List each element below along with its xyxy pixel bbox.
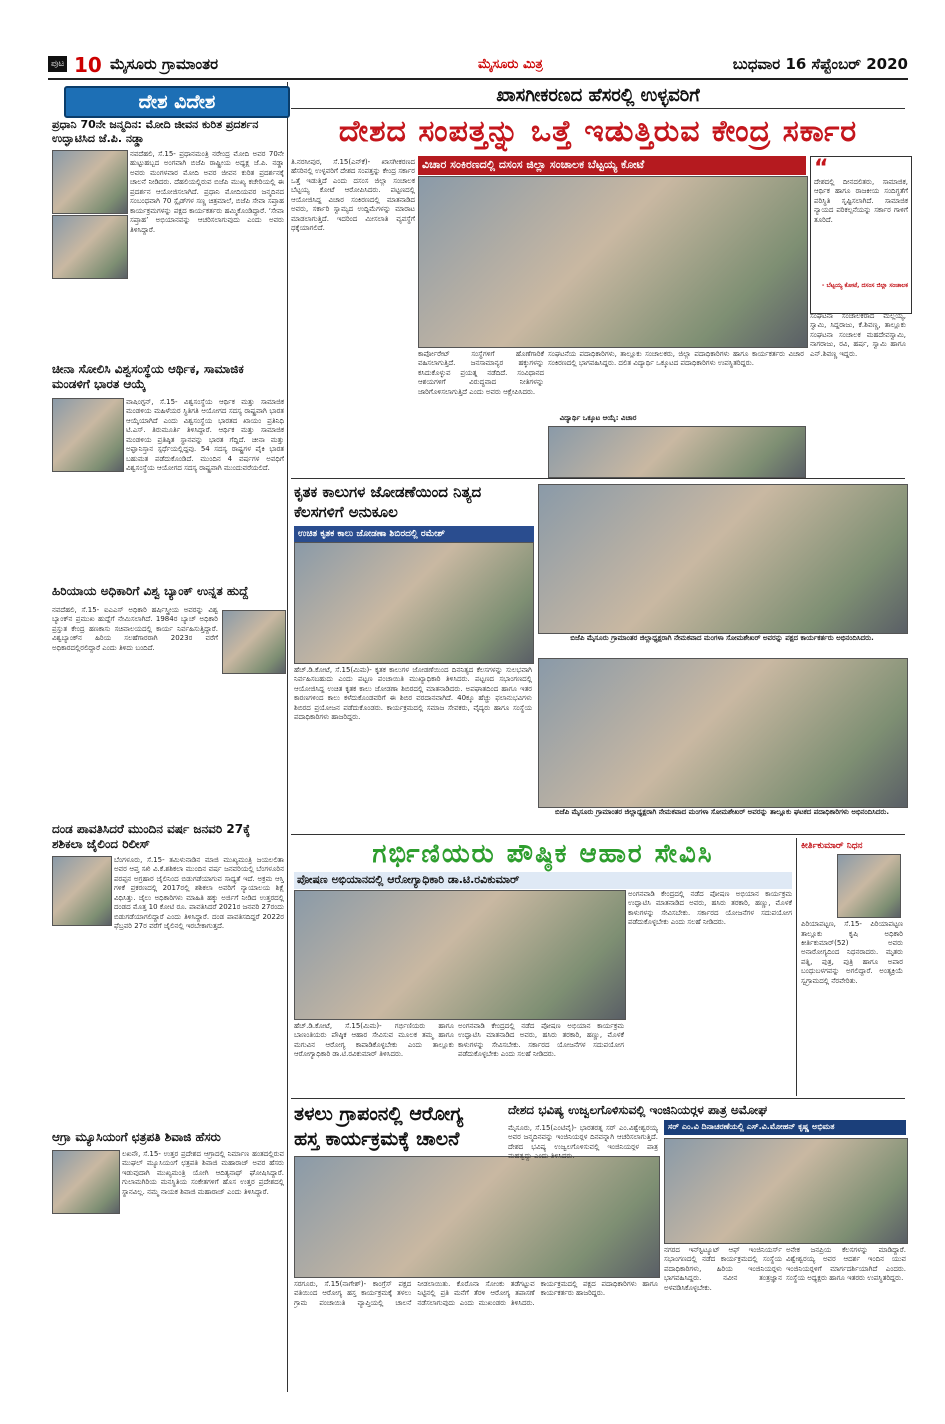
main-headline: ದೇಶದ ಸಂಪತ್ತನ್ನು ಒತ್ತೆ ಇಡುತ್ತಿರುವ ಕೇಂದ್ರ ಸರ್ಕಾರ [338,114,858,149]
story-body: ಮೈಸೂರು, ಸೆ.15(ಎಂಟಿವೈ)- ಭಾರತರತ್ನ ಸರ್ ಎಂ.ವಿಶ್ವೇಶ್ವರಯ್ಯ ಅವರ ಜನ್ಮದಿನವನ್ನು ಇಂಜಿನಿಯರ್‍ಗಳ ದಿನವನ್ನಾಗಿ ಆಚರಿಸಲಾಗುತ್ತಿದೆ. ದೇಶದ ಭವಿಷ್ಯ ಉಜ್ವಲಗೊಳಿಸುವಲ್ಲಿ ಇಂಜಿನಿಯರ್‍ಗಳ ಪಾತ್ರ ಮಹತ್ವದ್ದು ಎಂದು ತಿಳಿಸಿದರು. [508,1124,658,1161]
quote-text: ದೇಶದಲ್ಲಿ ದೀನದಲಿತರು, ಸಾಮಾಜಿಕ, ಆರ್ಥಿಕ ಹಾಗೂ ರಾಜಕೀಯ ಸಂದಿಗ್ಧತೆಗೆ ಪರಿಸ್ಥಿತಿ ಸೃಷ್ಟಿಸಲಾಗಿದೆ. ಸಾಮಾಜಿಕ ನ್ಯಾಯದ ಪರಿಕಲ್ಪನೆಯನ್ನು ಸರ್ಕಾರ ಗಾಳಿಗೆ ತೂರಿದೆ. [814,178,908,224]
news-photo [52,150,128,214]
story-body: ಅಂಗನವಾಡಿ ಕೇಂದ್ರದಲ್ಲಿ ನಡೆದ ಪೋಷಣ ಅಭಿಯಾನ ಕಾರ್ಯಕ್ರಮ ಉದ್ಘಾಟಿಸಿ ಮಾತನಾಡಿದ ಅವರು, ಹಸಿರು ತರಕಾರಿ, ಹಣ್ಣು, ಮೊಳಕೆ ಕಾಳುಗಳನ್ನು ಸೇವಿಸಬೇಕು. ಸರ್ಕಾರದ ಯೋಜನೆಗಳ ಸದುಪಯೋಗ ಪಡೆದುಕೊಳ್ಳಬೇಕು ಎಂದು ಸಲಹೆ ನೀಡಿದರು. [628,890,792,927]
story-body: ಕಾರ್ಪೋರೇಟ್ ಸಂಸ್ಥೆಗಳಿಗೆ ಹೊಣೆಗಾರಿಕೆ ವಹಿಸಲಾಗುತ್ತಿದೆ. ಜನಸಾಮಾನ್ಯರ ಹಕ್ಕುಗಳನ್ನು ಕಸಿದುಕೊಳ್ಳುವ ಪ್ರಯತ್ನ ನಡೆದಿದೆ. ಸಂವಿಧಾನದ ಆಶಯಗಳಿಗೆ ವಿರುದ್ಧವಾದ ನೀತಿಗಳನ್ನು ಜಾರಿಗೊಳಿಸಲಾಗುತ್ತಿದೆ ಎಂದು ಅವರು ಆಕ್ಷೇಪಿಸಿದರು. [418,350,544,396]
story-body: ಲಖನೌ, ಸೆ.15- ಉತ್ತರ ಪ್ರದೇಶದ ಆಗ್ರಾದಲ್ಲಿ ನಿರ್ಮಾಣ ಹಂತದಲ್ಲಿರುವ ಮುಘಲ್ ಮ್ಯೂಸಿಯಂಗೆ ಛತ್ರಪತಿ ಶಿವಾಜಿ ಮಹಾರಾಜ್ ಅವರ ಹೆಸರು ಇಡುವುದಾಗಿ ಮುಖ್ಯಮಂತ್ರಿ ಯೋಗಿ ಆದಿತ್ಯನಾಥ್ ಘೋಷಿಸಿದ್ದಾರೆ. ಗುಲಾಮಗಿರಿಯ ಮನಸ್ಥಿತಿಯ ಸಂಕೇತಗಳಿಗೆ ಹೊಸ ಉತ್ತರ ಪ್ರದೇಶದಲ್ಲಿ ಸ್ಥಾನವಿಲ್ಲ. ನಮ್ಮ ನಾಯಕ ಶಿವಾಜಿ ಮಹಾರಾಜ್ ಎಂದು ತಿಳಿಸಿದ್ದಾರೆ. [122,1150,284,1196]
news-photo [52,215,128,279]
issue-date: ಬುಧವಾರ 16 ಸೆಪ್ಟೆಂಬರ್ 2020 [732,55,908,73]
story-headline: ಗರ್ಭಿಣಿಯರು ಪೌಷ್ಠಿಕ ಆಹಾರ ಸೇವಿಸಿ [372,839,714,869]
newspaper-logo: ಮೈಸೂರು ಮಿತ್ರ [478,57,543,72]
desha-videsha-banner: ದೇಶ ವಿದೇಶ [64,86,290,118]
quote-box [810,156,912,314]
story-subhead: ಪೋಷಣ ಅಭಿಯಾನದಲ್ಲಿ ಆರೋಗ್ಯಾಧಿಕಾರಿ ಡಾ.ಟಿ.ರವಿಕುಮಾರ್ [294,872,792,889]
main-photo [418,176,808,348]
story-headline: ಕೃತಕ ಕಾಲುಗಳ ಜೋಡಣೆಯಿಂದ ನಿತ್ಯದ ಕೆಲಸಗಳಿಗೆ ಅನುಕೂಲ [294,483,482,521]
story-headline: ಚೀನಾ ಸೋಲಿಸಿ ವಿಶ್ವಸಂಸ್ಥೆಯ ಆರ್ಥಿಕ, ಸಾಮಾಜಿಕ ಮಂಡಳಿಗೆ ಭಾರತ ಆಯ್ಕೆ [52,362,244,391]
story-headline: ದೇಶದ ಭವಿಷ್ಯ ಉಜ್ವಲಗೊಳಿಸುವಲ್ಲಿ ಇಂಜಿನಿಯರ್‍ಗಳ ಪಾತ್ರ ಅಮೋಘ [508,1103,768,1117]
story-headline: ತಳಲು ಗ್ರಾಪಂನಲ್ಲಿ ಆರೋಗ್ಯ ಹಸ್ತ ಕಾರ್ಯಕ್ರಮಕ್ಕೆ ಚಾಲನೆ [294,1103,464,1150]
news-photo [548,426,806,478]
story-body: ತಿ.ನರಸೀಪುರ, ಸೆ.15(ಎನ್‍ಕೆ)- ಖಾಸಗೀಕರಣದ ಹೆಸರಿನಲ್ಲಿ ಉಳ್ಳವರಿಗೆ ದೇಶದ ಸಂಪತ್ತನ್ನು ಕೇಂದ್ರ ಸರ್ಕಾರ ಒತ್ತೆ ಇಡುತ್ತಿದೆ ಎಂದು ದಸಂಸ ಜಿಲ್ಲಾ ಸಂಚಾಲಕ ಬೆಟ್ಟಯ್ಯ ಕೋಟೆ ಆರೋಪಿಸಿದರು. ಪಟ್ಟಣದಲ್ಲಿ ಆಯೋಜಿಸಿದ್ದ ವಿಚಾರ ಸಂಕಿರಣದಲ್ಲಿ ಮಾತನಾಡಿದ ಅವರು, ಸರ್ಕಾರಿ ಸ್ವಾಮ್ಯದ ಉದ್ದಿಮೆಗಳನ್ನು ಮಾರಾಟ ಮಾಡಲಾಗುತ್ತಿದೆ. ಇದರಿಂದ ಮೀಸಲಾತಿ ವ್ಯವಸ್ಥೆಗೆ ಧಕ್ಕೆಯಾಗಲಿದೆ. [291,158,415,233]
story-headline: ದಂಡ ಪಾವತಿಸಿದರೆ ಮುಂದಿನ ವರ್ಷ ಜನವರಿ 27ಕ್ಕೆ ಶಶಿಕಲಾ ಜೈಲಿಂದ ರಿಲೀಸ್ [52,822,251,851]
story-headline: ಆಗ್ರಾ ಮ್ಯೂಸಿಯಂಗೆ ಛತ್ರಪತಿ ಶಿವಾಜಿ ಹೆಸರು [52,1130,221,1144]
story-subhead: ಉಚಿತ ಕೃತಕ ಕಾಲು ಜೋಡಣಾ ಶಿಬಿರದಲ್ಲಿ ರಮೇಶ್ [294,526,534,542]
news-photo [294,542,534,664]
section-title: ಮೈಸೂರು ಗ್ರಾಮಾಂತರ [110,55,219,73]
section-divider [291,1098,905,1099]
obituary-body: ಪಿರಿಯಾಪಟ್ಟಣ, ಸೆ.15- ಪಿರಿಯಾಪಟ್ಟಣ ತಾಲ್ಲೂಕು ಕೃಷಿ ಅಧಿಕಾರಿ ಕೀರ್ತಿಕುಮಾರ್(52) ಅವರು ಅನಾರೋಗ್ಯದಿಂದ ನಿಧನರಾದರು. ಮೃತರು ಪತ್ನಿ, ಪುತ್ರ, ಪುತ್ರಿ ಹಾಗೂ ಅಪಾರ ಬಂಧುಬಳಗವನ್ನು ಅಗಲಿದ್ದಾರೆ. ಅಂತ್ಯಕ್ರಿಯೆ ಸ್ವಗ್ರಾಮದಲ್ಲಿ ನೆರವೇರಿತು. [801,920,903,985]
masthead [48,52,908,80]
story-headline: ಪ್ರಧಾನಿ 70ನೇ ಜನ್ಮದಿನ: ಮೋದಿ ಜೀವನ ಕುರಿತ ಪ್ರದರ್ಶನ ಉದ್ಘಾಟಿಸಿದ ಜೆ.ಪಿ. ನಡ್ಡಾ [52,118,259,145]
news-photo [52,856,112,926]
page-label: ಪುಟ [48,56,67,72]
quote-author: - ಬೆಟ್ಟಯ್ಯ ಕೋಟೆ, ದಸಂಸ ಜಿಲ್ಲಾ ಸಂಚಾಲಕ [821,282,908,289]
story-body: ಅಂಗನವಾಡಿ ಕೇಂದ್ರದಲ್ಲಿ ನಡೆದ ಪೋಷಣ ಅಭಿಯಾನ ಕಾರ್ಯಕ್ರಮ ಉದ್ಘಾಟಿಸಿ ಮಾತನಾಡಿದ ಅವರು, ಹಸಿರು ತರಕಾರಿ, ಹಣ್ಣು, ಮೊಳಕೆ ಕಾಳುಗಳನ್ನು ಸೇವಿಸಬೇಕು. ಸರ್ಕಾರದ ಯೋಜನೆಗಳ ಸದುಪಯೋಗ ಪಡೆದುಕೊಳ್ಳಬೇಕು ಎಂದು ಸಲಹೆ ನೀಡಿದರು. [458,1022,624,1059]
news-photo [538,484,908,634]
small-caption: ವಿದ್ಯಾರ್ಥಿ ಒಕ್ಕೂಟ ಆಯ್ಕೆ: ವಿಚಾರ [559,414,637,422]
news-photo [52,1150,120,1214]
story-body: ನವದೆಹಲಿ, ಸೆ.15- ಪ್ರಧಾನಮಂತ್ರಿ ನರೇಂದ್ರ ಮೋದಿ ಅವರ 70ನೇ ಹುಟ್ಟುಹಬ್ಬದ ಅಂಗವಾಗಿ ಬಿಜೆಪಿ ರಾಷ್ಟ್ರೀಯ ಅಧ್ಯಕ್ಷ ಜೆ.ಪಿ. ನಡ್ಡಾ ಅವರು ಮಂಗಳವಾರ ಮೋದಿ ಅವರ ಜೀವನ ಕುರಿತ ಪ್ರದರ್ಶನಕ್ಕೆ ಚಾಲನೆ ನೀಡಿದರು. ದೆಹಲಿಯಲ್ಲಿರುವ ಬಿಜೆಪಿ ಮುಖ್ಯ ಕಚೇರಿಯಲ್ಲಿ ಈ ಪ್ರದರ್ಶನ ಆಯೋಜಿಸಲಾಗಿದೆ. ಪ್ರಧಾನಿ ಮೋದಿಯವರ ಜನ್ಮದಿನದ ಸಂಬಂಧವಾಗಿ 70 ಸ್ಲೈಡ್‍ಗಳ ಸಣ್ಣ ಚಿತ್ರಮಾಲೆ, ಬಿಜೆಪಿ ಸೇವಾ ಸಪ್ತಾಹ ಕಾರ್ಯಕ್ರಮಗಳನ್ನು ಪಕ್ಷದ ಕಾರ್ಯಕರ್ತರು ಹಮ್ಮಿಕೊಂಡಿದ್ದಾರೆ. ‘ಸೇವಾ ಸಪ್ತಾಹ’ ಅಭಿಯಾನವನ್ನು ಆಚರಿಸಲಾಗುವುದು ಎಂದು ಅವರು ತಿಳಿಸಿದ್ದಾರೆ. [130,150,284,234]
section-divider [291,834,905,835]
story-body: ಸರಗೂರು, ಸೆ.15(ನಾಗೇಶ್)- ಕಾಂಗ್ರೆಸ್ ಪಕ್ಷದ ವತಿಯಿಂದ ಆರೋಗ್ಯ ಹಸ್ತ ಕಾರ್ಯಕ್ರಮಕ್ಕೆ ತಳಲು ಗ್ರಾಮ ಪಂಚಾಯಿತಿ ವ್ಯಾಪ್ತಿಯಲ್ಲಿ ಚಾಲನೆ ನೀಡಲಾಯಿತು. ಕೊರೊನಾ ಸೋಂಕು ತಡೆಗಟ್ಟುವ ನಿಟ್ಟಿನಲ್ಲಿ ಪ್ರತಿ ಮನೆಗೆ ತೆರಳಿ ಆರೋಗ್ಯ ತಪಾಸಣೆ ನಡೆಸಲಾಗುವುದು ಎಂದು ಮುಖಂಡರು ತಿಳಿಸಿದರು. ಕಾರ್ಯಕ್ರಮದಲ್ಲಿ ಪಕ್ಷದ ಪದಾಧಿಕಾರಿಗಳು ಹಾಗೂ ಕಾರ್ಯಕರ್ತರು ಹಾಜರಿದ್ದರು. [294,1280,658,1307]
obituary-headline: ಕೀರ್ತಿಕುಮಾರ್ ನಿಧನ [801,841,863,851]
section-divider [291,478,905,479]
story-body: ಅನೇಕ ಜನಪ್ರಿಯ ಕೆಲಸಗಳನ್ನು ಮಾಡಿದ್ದಾರೆ. ವಿಶ್ವೇಶ್ವರಯ್ಯ ಅವರ ಆದರ್ಶ ಇಂದಿನ ಯುವ ಇಂಜಿನಿಯರ್‍ಗಳಿಗೆ ಮಾರ್ಗದರ್ಶಿಯಾಗಿದೆ ಎಂದರು. ಸಂಸ್ಥೆಯ ಅಧ್ಯಕ್ಷರು ಹಾಗೂ ಇತರರು ಉಪಸ್ಥಿತರಿದ್ದರು. [786,1246,906,1283]
news-photo [664,1138,908,1244]
photo-caption: ಬಿಜೆಪಿ ಮೈಸೂರು ಗ್ರಾಮಾಂತರ ಜಿಲ್ಲಾಧ್ಯಕ್ಷರಾಗಿ ನೇಮಕವಾದ ಮಂಗಳಾ ಸೋಮಶೇಖರ್ ಅವರನ್ನು ತಾಲ್ಲೂಕು ಘಟಕದ ಪದಾಧಿಕಾರಿಗಳು ಅಭಿನಂದಿಸಿದರು. [555,808,889,816]
column-divider [287,82,288,1392]
story-headline: ಹಿರಿಯಾಯ ಅಧಿಕಾರಿಗೆ ವಿಶ್ವ ಬ್ಯಾಂಕ್ ಉನ್ನತ ಹುದ್ದೆ [52,584,249,598]
story-body: ನವದೆಹಲಿ, ಸೆ.15- ಐಎಎಸ್ ಅಧಿಕಾರಿ ಹರ್ಷಿಸ್ತ್ರೀಯ ಅವರನ್ನು ವಿಶ್ವ ಬ್ಯಾಂಕ್‍ನ ಪ್ರಮುಖ ಹುದ್ದೆಗೆ ನೇಮಿಸಲಾಗಿದೆ. 1984ರ ಬ್ಯಾಚ್ ಅಧಿಕಾರಿ ಪ್ರಸ್ತುತ ಕೇಂದ್ರ ಹಣಕಾಸು ಸಚಿವಾಲಯದಲ್ಲಿ ಕಾರ್ಯ ನಿರ್ವಹಿಸುತ್ತಿದ್ದಾರೆ. ವಿಶ್ವಬ್ಯಾಂಕ್‍ನ ಹಿರಿಯ ಸಲಹೆಗಾರರಾಗಿ 2023ರ ವರೆಗೆ ಅಧಿಕಾರದಲ್ಲಿರಲಿದ್ದಾರೆ ಎಂದು ತಿಳಿದು ಬಂದಿದೆ. [52,606,218,652]
news-photo [294,890,626,1020]
news-photo [222,610,286,674]
obituary-box [796,838,907,1096]
page-number: 10 [74,53,102,77]
photo-caption: ವಿಚಾರ ಸಂಕಿರಣದಲ್ಲಿ ದಸಂಸ ಜಿಲ್ಲಾ ಸಂಚಾಲಕ ಬೆಟ್ಟಯ್ಯ ಕೋಟೆ [418,156,806,175]
story-subhead: ಸರ್ ಎಂ.ವಿ ದಿನಾಚರಣೆಯಲ್ಲಿ ಎಸ್.ವಿ.ಮೋಹನ್ ಕೃಷ್ಣ ಅಭಿಮತ [664,1120,906,1135]
news-photo [52,398,124,472]
photo-caption: ಬಿಜೆಪಿ ಮೈಸೂರು ಗ್ರಾಮಾಂತರ ಜಿಲ್ಲಾಧ್ಯಕ್ಷರಾಗಿ ನೇಮಕವಾದ ಮಂಗಳಾ ಸೋಮಶೇಖರ್ ಅವರನ್ನು ಪಕ್ಷದ ಕಾರ್ಯಕರ್ತರು ಅಭಿನಂದಿಸಿದರು. [570,634,874,642]
story-body: ಸಂಘಟನೆಯ ಪದಾಧಿಕಾರಿಗಳು, ತಾಲ್ಲೂಕು ಸಂಚಾಲಕರು, ಜಿಲ್ಲಾ ಪದಾಧಿಕಾರಿಗಳು ಹಾಗೂ ಕಾರ್ಯಕರ್ತರು ವಿಚಾರ ಸಂಕಿರಣದಲ್ಲಿ ಭಾಗವಹಿಸಿದ್ದರು. ದಲಿತ ವಿದ್ಯಾರ್ಥಿ ಒಕ್ಕೂಟದ ಪದಾಧಿಕಾರಿಗಳು ಉಪಸ್ಥಿತರಿದ್ದರು. [548,350,804,368]
news-photo [538,658,908,808]
headline-kicker: ಖಾಸಗೀಕರಣದ ಹೆಸರಲ್ಲಿ ಉಳ್ಳವರಿಗೆ [291,84,905,109]
story-body: ಹೆಚ್.ಡಿ.ಕೋಟೆ, ಸೆ.15(ಮಿಮ)- ಕೃತಕ ಕಾಲುಗಳ ಜೋಡಣೆಯಿಂದ ದಿನನಿತ್ಯದ ಕೆಲಸಗಳನ್ನು ಸುಲಭವಾಗಿ ನಿರ್ವಹಿಸಬಹುದು ಎಂದು ಪಟ್ಟಣ ಪಂಚಾಯಿತಿ ಮುಖ್ಯಾಧಿಕಾರಿ ತಿಳಿಸಿದರು. ಪಟ್ಟಣದ ಸಭಾಂಗಣದಲ್ಲಿ ಆಯೋಜಿಸಿದ್ದ ಉಚಿತ ಕೃತಕ ಕಾಲು ಜೋಡಣಾ ಶಿಬಿರದಲ್ಲಿ ಮಾತನಾಡಿದರು. ಅಪಘಾತದಿಂದ ಹಾಗೂ ಇತರ ಕಾರಣಗಳಿಂದ ಕಾಲು ಕಳೆದುಕೊಂಡವರಿಗೆ ಈ ಶಿಬಿರ ವರದಾನವಾಗಿದೆ. 40ಕ್ಕೂ ಹೆಚ್ಚು ಫಲಾನುಭವಿಗಳು ಶಿಬಿರದ ಪ್ರಯೋಜನ ಪಡೆದುಕೊಂಡರು. ಕಾರ್ಯಕ್ರಮದಲ್ಲಿ ಸಮಾಜ ಸೇವಕರು, ವೈದ್ಯರು ಹಾಗೂ ಸಂಸ್ಥೆಯ ಪದಾಧಿಕಾರಿಗಳು ಹಾಜರಿದ್ದರು. [294,666,532,722]
story-body: ಹೆಚ್.ಡಿ.ಕೋಟೆ, ಸೆ.15(ಮಿಮ)- ಗರ್ಭಿಣಿಯರು ಹಾಗೂ ಬಾಣಂತಿಯರು ಪೌಷ್ಠಿಕ ಆಹಾರ ಸೇವಿಸುವ ಮೂಲಕ ತಮ್ಮ ಹಾಗೂ ಮಗುವಿನ ಆರೋಗ್ಯ ಕಾಪಾಡಿಕೊಳ್ಳಬೇಕು ಎಂದು ತಾಲ್ಲೂಕು ಆರೋಗ್ಯಾಧಿಕಾರಿ ಡಾ.ಟಿ.ರವಿಕುಮಾರ್ ತಿಳಿಸಿದರು. [294,1022,454,1059]
quote-icon: “ [814,156,829,181]
story-body: ನಗರದ ಇನ್‍ಸ್ಟಿಟ್ಯೂಟ್ ಆಫ್ ಇಂಜಿನಿಯರ್ಸ್ ಸಭಾಂಗಣದಲ್ಲಿ ನಡೆದ ಕಾರ್ಯಕ್ರಮದಲ್ಲಿ ಸಂಸ್ಥೆಯ ಪದಾಧಿಕಾರಿಗಳು, ಹಿರಿಯ ಇಂಜಿನಿಯರ್‍ಗಳು ಭಾಗವಹಿಸಿದ್ದರು. ನವೀನ ತಂತ್ರಜ್ಞಾನ ಅಳವಡಿಸಿಕೊಳ್ಳಬೇಕು. [664,1246,782,1292]
obituary-photo [837,854,901,918]
story-body: ವಾಷಿಂಗ್ಟನ್, ಸೆ.15- ವಿಶ್ವಸಂಸ್ಥೆಯ ಆರ್ಥಿಕ ಮತ್ತು ಸಾಮಾಜಿಕ ಮಂಡಳಿಯ ಮಹಿಳೆಯರ ಸ್ಥಿತಿಗತಿ ಆಯೋಗದ ಸದಸ್ಯ ರಾಷ್ಟ್ರವಾಗಿ ಭಾರತ ಆಯ್ಕೆಯಾಗಿದೆ ಎಂದು ವಿಶ್ವಸಂಸ್ಥೆಯ ಭಾರತದ ಖಾಯಂ ಪ್ರತಿನಿಧಿ ಟಿ.ಎಸ್. ತಿರುಮೂರ್ತಿ ತಿಳಿಸಿದ್ದಾರೆ. ಆರ್ಥಿಕ ಮತ್ತು ಸಾಮಾಜಿಕ ಮಂಡಳಿಯ ಪ್ರತಿಷ್ಠಿತ ಸ್ಥಾನವನ್ನು ಭಾರತ ಗೆದ್ದಿದೆ. ಚೀನಾ ಮತ್ತು ಅಫ್ಘಾನಿಸ್ತಾನ ಸ್ಪರ್ಧೆಯಲ್ಲಿದ್ದವು. 54 ಸದಸ್ಯ ರಾಷ್ಟ್ರಗಳ ಪೈಕಿ ಭಾರತ ಬಹುಮತ ಪಡೆದುಕೊಂಡಿದೆ. ಮುಂದಿನ 4 ವರ್ಷಗಳ ಅವಧಿಗೆ ವಿಶ್ವಸಂಸ್ಥೆಯ ಆಯೋಗದ ಸದಸ್ಯ ರಾಷ್ಟ್ರವಾಗಿ ಮುಂದುವರೆಯಲಿದೆ. [126,398,284,473]
story-body: ಸಂಘಟನಾ ಸಂಚಾಲಕರಾದ ಮಲ್ಲಯ್ಯ, ಸ್ವಾಮಿ, ಸಿದ್ದರಾಜು, ಕೆ.ಶಿವಣ್ಣ, ತಾಲ್ಲೂಕು ಸಂಘಟನಾ ಸಂಚಾಲಕ ಮಹದೇವಸ್ವಾಮಿ, ನಾಗರಾಜು, ರವಿ, ಹರ್ಷ, ಸ್ವಾಮಿ ಹಾಗೂ ಎನ್.ಶಿವಣ್ಣ ಇದ್ದರು. [810,312,906,358]
story-body: ಬೆಂಗಳೂರು, ಸೆ.15- ತಮಿಳುನಾಡಿನ ಮಾಜಿ ಮುಖ್ಯಮಂತ್ರಿ ಜಯಲಲಿತಾ ಅವರ ಆಪ್ತ ಸಖಿ ವಿ.ಕೆ.ಶಶಿಕಲಾ ಮುಂದಿನ ವರ್ಷ ಜನವರಿಯಲ್ಲಿ ಬೆಂಗಳೂರಿನ ಪರಪ್ಪನ ಅಗ್ರಹಾರ ಜೈಲಿನಿಂದ ಬಿಡುಗಡೆಯಾಗುವ ಸಾಧ್ಯತೆ ಇದೆ. ಅಕ್ರಮ ಆಸ್ತಿ ಗಳಿಕೆ ಪ್ರಕರಣದಲ್ಲಿ 2017ರಲ್ಲಿ ಶಶಿಕಲಾ ಅವರಿಗೆ ನ್ಯಾಯಾಲಯ ಶಿಕ್ಷೆ ವಿಧಿಸಿತ್ತು. ಜೈಲು ಅಧಿಕಾರಿಗಳು ಮಾಹಿತಿ ಹಕ್ಕು ಅರ್ಜಿಗೆ ನೀಡಿದ ಉತ್ತರದಲ್ಲಿ ದಂಡದ ಮೊತ್ತ 10 ಕೋಟಿ ರೂ. ಪಾವತಿಸಿದರೆ 2021ರ ಜನವರಿ 27ರಂದು ಬಿಡುಗಡೆಯಾಗಲಿದ್ದಾರೆ ಎಂದು ತಿಳಿಸಿದ್ದಾರೆ. ದಂಡ ಪಾವತಿಸದಿದ್ದರೆ 2022ರ ಫೆಬ್ರವರಿ 27ರ ವರೆಗೆ ಜೈಲಿನಲ್ಲಿ ಇರಬೇಕಾಗುತ್ತದೆ. [114,856,284,931]
